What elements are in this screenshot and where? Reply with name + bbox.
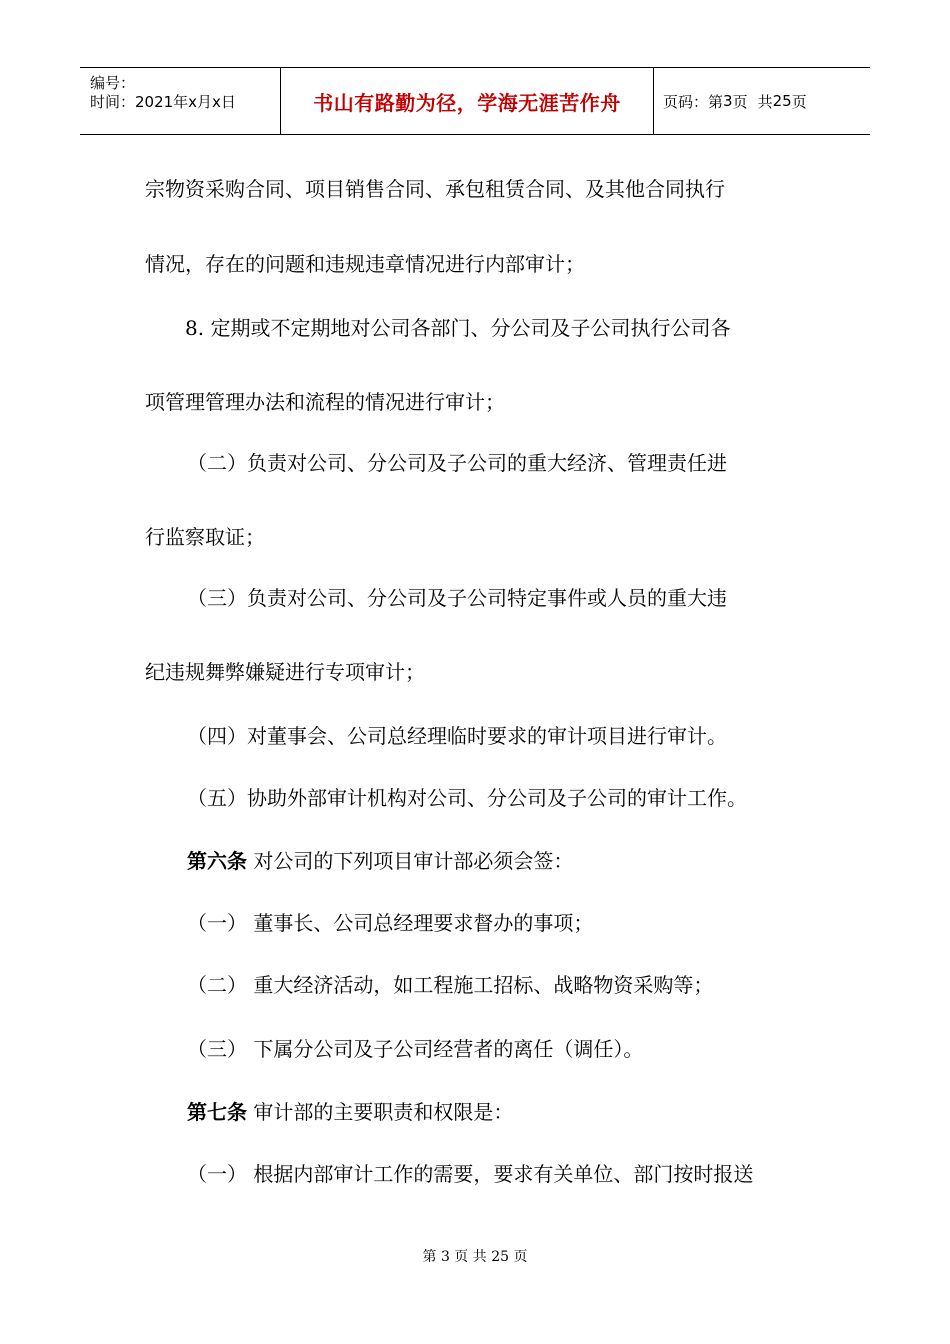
body-line: 项管理管理办法和流程的情况进行审计； [145,390,505,414]
body-line: （五）协助外部审计机构对公司、分公司及子公司的审计工作。 [187,786,747,810]
body-line: （三）负责对公司、分公司及子公司特定事件或人员的重大违 [187,586,727,610]
body-line: （一） 董事长、公司总经理要求督办的事项； [187,911,594,935]
doc-code-label: 编号： [90,74,136,92]
body-line: （二）负责对公司、分公司及子公司的重大经济、管理责任进 [187,451,727,475]
article-heading: 第七条 审计部的主要职责和权限是： [187,1100,514,1124]
header-meta [80,68,281,134]
total-pages: 25 [772,92,792,110]
article-heading: 第六条 对公司的下列项目审计部必须会签： [187,849,574,873]
article-number: 第六条 [187,849,247,873]
doc-time-label: 时间：2021年x月x日 [90,93,236,111]
page-header [80,67,870,135]
body-line: （二） 重大经济活动，如工程施工招标、战略物资采购等； [187,973,714,997]
body-line: （一） 根据内部审计工作的需要，要求有关单位、部门按时报送 [187,1162,754,1186]
page-prefix: 页码：第 [663,92,724,111]
body-line: 行监察取证； [145,525,265,549]
total-suffix: 页 [791,92,807,111]
article-number: 第七条 [187,1100,247,1124]
body-line: 8. 定期或不定期地对公司各部门、分公司及子公司执行公司各 [185,316,731,340]
page-number: 3 [723,92,733,110]
body-line: 纪违规舞弊嫌疑进行专项审计； [145,660,425,684]
header-motto: 书山有路勤为径，学海无涯苦作舟 [281,68,654,134]
header-page-info [654,68,870,134]
body-line: （三） 下属分公司及子公司经营者的离任（调任）。 [187,1037,644,1061]
total-prefix: 共 [757,92,773,111]
page-footer: 第 3 页 共 25 页 [422,1249,528,1265]
body-line: 情况，存在的问题和违规违章情况进行内部审计； [145,252,585,276]
body-line: （四）对董事会、公司总经理临时要求的审计项目进行审计。 [187,724,727,748]
page-mid: 页 [732,92,748,111]
body-line: 宗物资采购合同、项目销售合同、承包租赁合同、及其他合同执行 [145,177,725,201]
